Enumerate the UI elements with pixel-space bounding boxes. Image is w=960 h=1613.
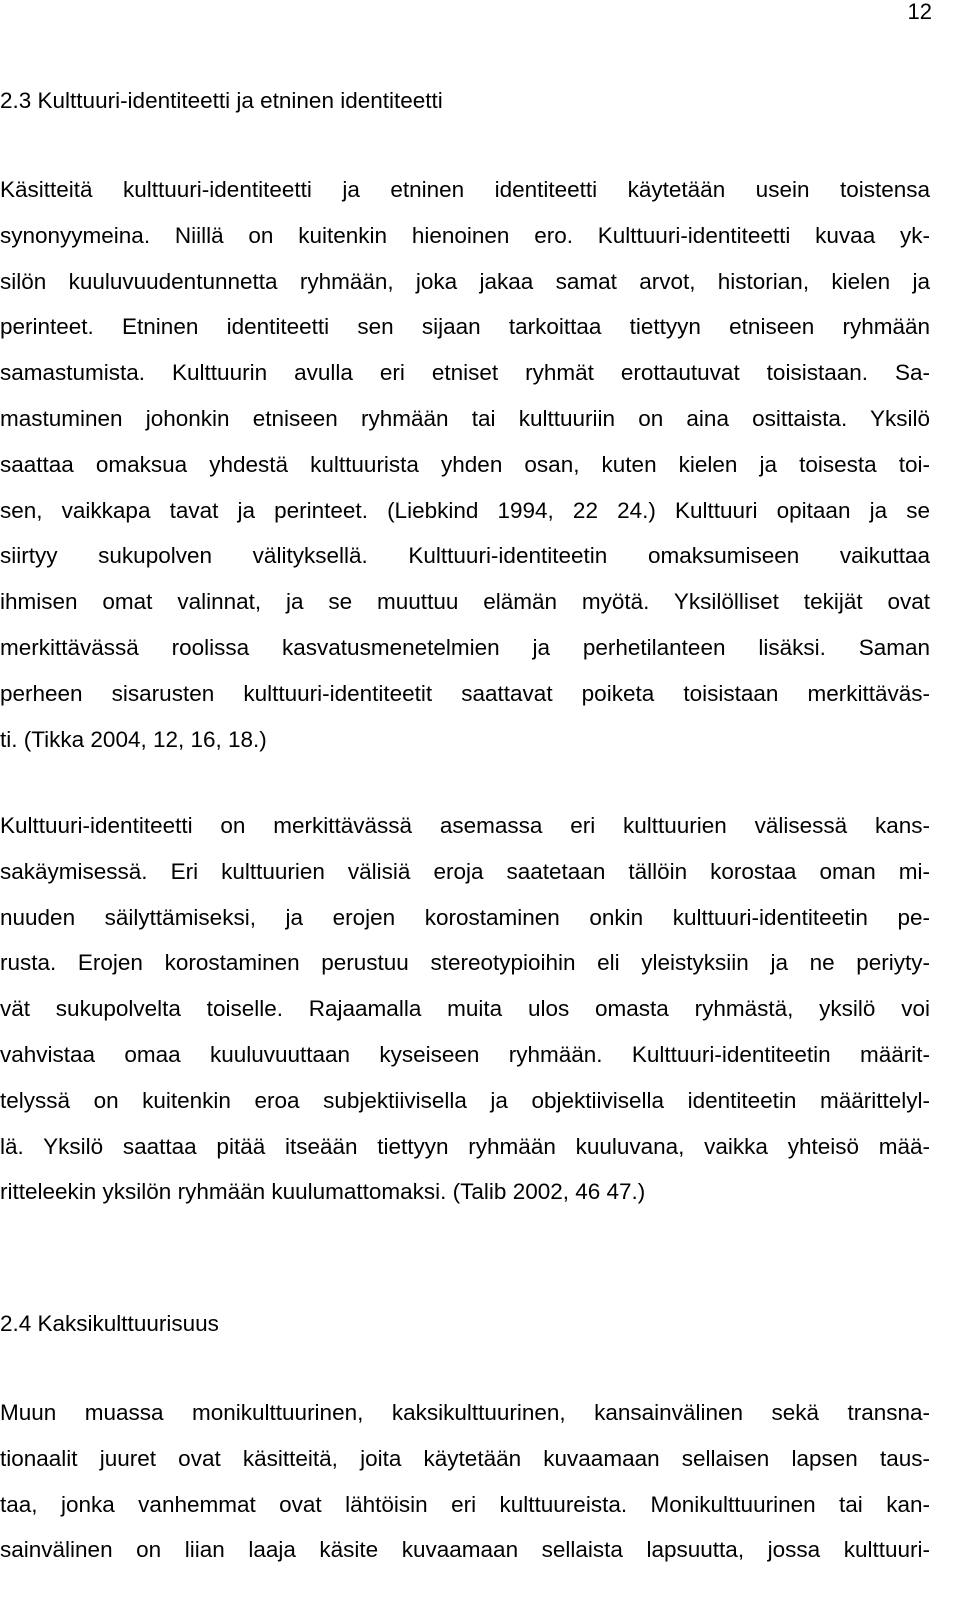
text-line: sakäymisessä. Eri kulttuurien välisiä eroja saatetaan tällöin korostaa oman mi- [0,858,930,884]
text-line: perinteet. Etninen identiteetti sen sijaan tarkoittaa tiettyyn etniseen ryhmään [0,314,930,340]
text-line: siirtyy sukupolven välityksellä. Kulttuuri-identiteetin omaksumiseen vaikuttaa [0,543,930,569]
text-line: merkittävässä roolissa kasvatusmenetelmien ja perhetilanteen lisäksi. Saman [0,634,930,660]
section-heading-2-4: 2.4 Kaksikulttuurisuus [0,1311,219,1336]
text-line: nuuden säilyttämiseksi, ja erojen korostaminen onkin kulttuuri-identiteetin pe- [0,904,930,930]
paragraph-2-4-1 [0,1390,930,1573]
text-line: taa, jonka vanhemmat ovat lähtöisin eri kulttuureista. Monikulttuurinen tai kan- [0,1491,930,1517]
text-line: vahvistaa omaa kuuluvuuttaan kyseiseen ryhmään. Kulttuuri-identiteetin määrit- [0,1041,930,1067]
text-line: ritteleekin yksilön ryhmään kuulumattomaksi. (Talib 2002, 46 47.) [0,1179,646,1205]
text-line: vät sukupolvelta toiselle. Rajaamalla muita ulos omasta ryhmästä, yksilö voi [0,996,930,1022]
text-line: tionaalit juuret ovat käsitteitä, joita käytetään kuvaamaan sellaisen lapsen taus- [0,1445,930,1471]
text-line: samastumista. Kulttuurin avulla eri etniset ryhmät erottautuvat toisistaan. Sa- [0,360,930,386]
text-line: sen, vaikkapa tavat ja perinteet. (Liebkind 1994, 22 24.) Kulttuuri opitaan ja se [0,497,930,523]
text-line: ihmisen omat valinnat, ja se muuttuu elämän myötä. Yksilölliset tekijät ovat [0,589,930,615]
text-line: synonyymeina. Niillä on kuitenkin hienoinen ero. Kulttuuri-identiteetti kuvaa yk- [0,222,930,248]
text-line: ti. (Tikka 2004, 12, 16, 18.) [0,726,267,752]
text-line: Kulttuuri-identiteetti on merkittävässä asemassa eri kulttuurien välisessä kans- [0,813,930,838]
section-heading-2-3: 2.3 Kulttuuri-identiteetti ja etninen identiteetti [0,88,443,113]
page-number: 12 [907,0,932,24]
text-line: lä. Yksilö saattaa pitää itseään tiettyyn ryhmään kuuluvana, vaikka yhteisö mää- [0,1133,930,1159]
text-line: Käsitteitä kulttuuri-identiteetti ja etninen identiteetti käytetään usein toistensa [0,177,930,202]
text-line: saattaa omaksua yhdestä kulttuurista yhden osan, kuten kielen ja toisesta toi- [0,451,930,477]
text-line: mastuminen johonkin etniseen ryhmään tai kulttuuriin on aina osittaista. Yksilö [0,405,930,431]
text-line: Muun muassa monikulttuurinen, kaksikulttuurinen, kansainvälinen sekä transna- [0,1400,930,1425]
text-line: rusta. Erojen korostaminen perustuu stereotypioihin eli yleistyksiin ja ne periyty- [0,950,930,976]
paragraph-2-3-1 [0,167,930,762]
text-line: telyssä on kuitenkin eroa subjektiivisella ja objektiivisella identiteetin määrittelyl- [0,1087,930,1113]
paragraph-2-3-2 [0,803,930,1215]
text-line: sainvälinen on liian laaja käsite kuvaamaan sellaista lapsuutta, jossa kulttuuri- [0,1537,930,1563]
text-line: silön kuuluvuudentunnetta ryhmään, joka jakaa samat arvot, historian, kielen ja [0,268,930,294]
text-line: perheen sisarusten kulttuuri-identiteetit saattavat poiketa toisistaan merkittäväs- [0,680,930,706]
